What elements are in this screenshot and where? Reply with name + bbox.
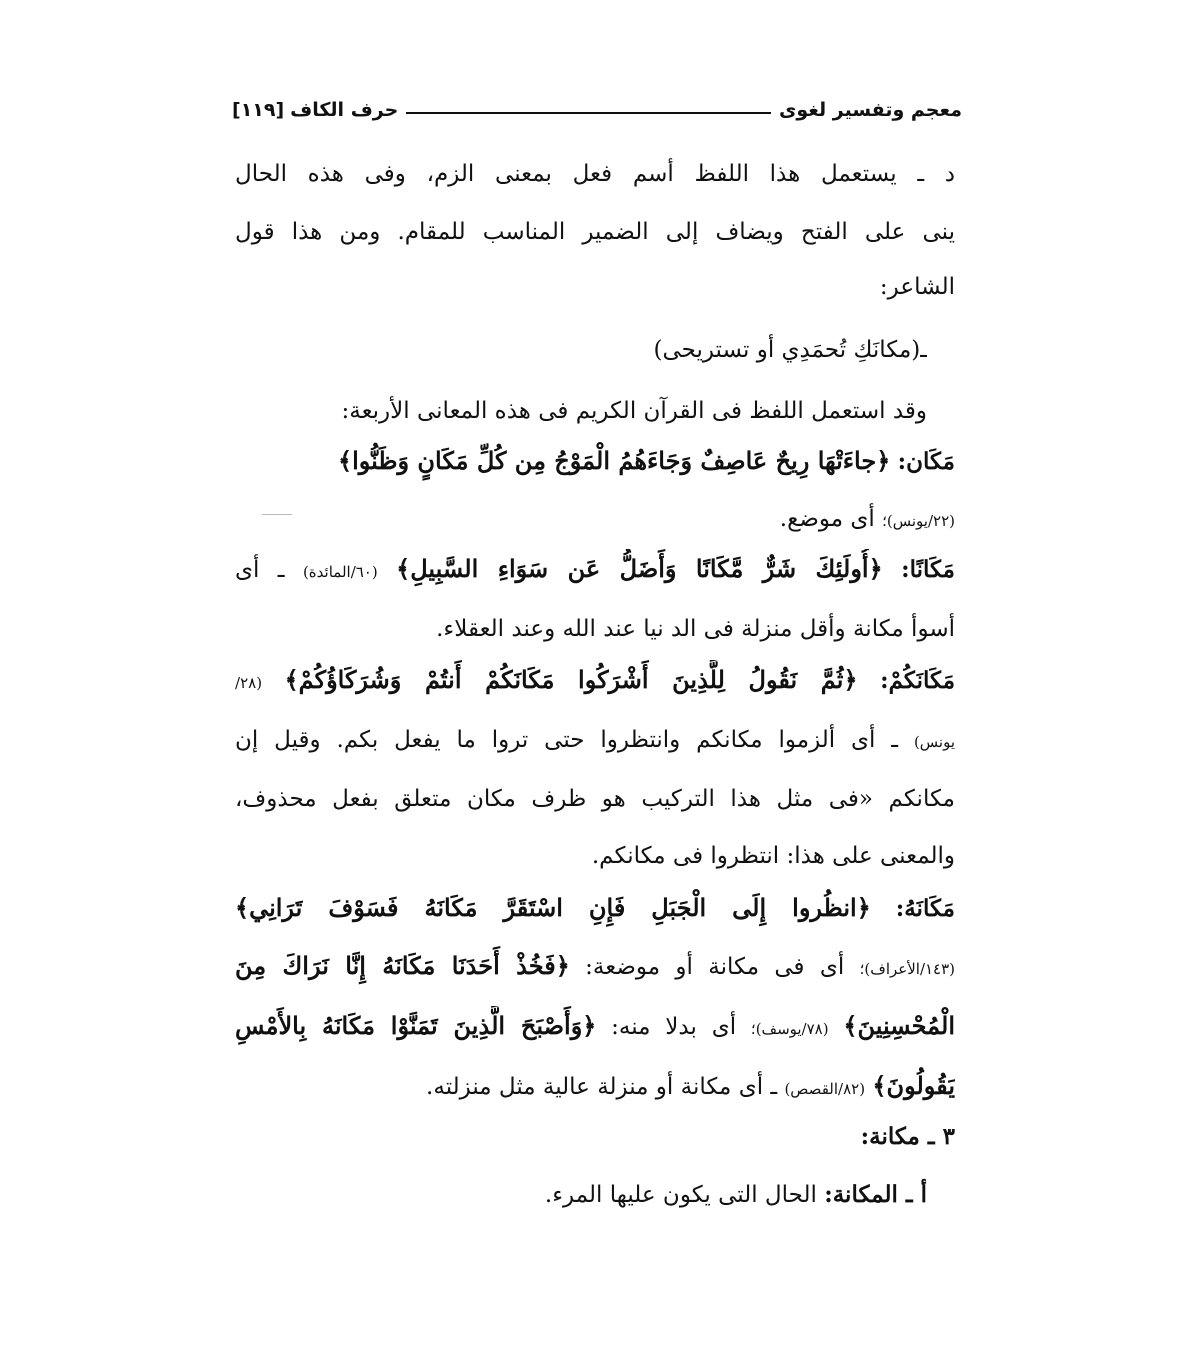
text-line-12: مكانكم «فى مثل هذا التركيب هو ظرف مكان متعلق بفعل محذوف،	[235, 786, 955, 812]
entry-makanahu	[235, 888, 955, 929]
text-line-1: د ـ يستعمل هذا اللفظ أسم فعل بمعنى الزم، وفى هذه الحال	[235, 161, 955, 187]
explanation-text: ـ أى	[235, 557, 285, 583]
verse-reference: (٢٢/يونس)؛	[882, 512, 955, 530]
chapter-title: حرف الكاف	[290, 99, 399, 121]
entry-makanan	[235, 549, 955, 592]
text-line-5: وقد استعمل اللفظ فى القرآن الكريم فى هذه المعانى الأربعة:	[341, 398, 927, 424]
explanation-text: أى فى مكانة أو موضعة:	[585, 954, 845, 980]
text-line-7	[235, 499, 955, 541]
explanation-text: الحال التى يكون عليها المرء.	[544, 1182, 817, 1208]
quran-verse: يَقُولُونَ﴾	[872, 1071, 955, 1100]
quran-verse: ﴿فَخُذْ أَحَدَنَا مَكَانَهُ إِنَّا نَرَاكَ مِنَ	[235, 951, 570, 980]
section-heading: ٣ ـ مكانة:	[860, 1123, 955, 1150]
quran-verse: ﴿جاءَتْهَا رِيحٌ عَاصِفٌ وَجَاءَهُمُ الْمَوْجُ مِن كُلِّ مَكَانٍ وَظَنُّوا﴾	[338, 446, 891, 475]
page-header	[232, 92, 962, 128]
quran-verse: ﴿أُولَئِكَ شَرٌّ مَّكَانًا وَأَضَلُّ عَن سَوَاءِ السَّبِيلِ﴾	[396, 554, 883, 583]
text-line-16	[235, 1006, 955, 1049]
verse-reference: (٢٨/	[235, 674, 263, 692]
explanation-text: ـ أى ألزموا مكانكم وانتظروا حتى تروا ما يفعل بكم. وقيل إن	[235, 727, 899, 753]
poem-line: ـ(مكانَكِ تُحمَدِي أو تستريحى)	[653, 337, 927, 363]
entry-term: مَكَانًا:	[901, 556, 955, 583]
entry-term: مَكَان:	[897, 448, 955, 475]
quran-verse: ﴿انظُروا إِلَى الْجَبَلِ فَإِنِ اسْتَقَرَّ مَكَانَهُ فَسَوْفَ تَرَانِي﴾	[235, 893, 871, 922]
quran-verse: ﴿وَأَصْبَحَ الَّذِينَ تَمَنَّوْا مَكَانَهُ بِالأَمْسِ	[235, 1011, 597, 1040]
header-rule	[406, 112, 771, 114]
page-number: [١١٩]	[232, 99, 285, 121]
entry-term: مَكَانَهُ:	[895, 895, 955, 922]
text-line-13: والمعنى على هذا: انتظروا فى مكانكم.	[591, 843, 955, 869]
text-line-3: الشاعر:	[879, 274, 955, 300]
entry-term: أ ـ المكانة:	[824, 1181, 927, 1208]
entry-makana	[207, 1175, 927, 1215]
quran-verse: الْمُحْسِنِينَ﴾	[843, 1011, 955, 1040]
verse-reference: (٨٢/القصص)	[784, 1080, 866, 1098]
text-line-15	[235, 946, 955, 989]
book-title: معجم وتفسير لغوى	[778, 99, 962, 121]
text-line-2: ينى على الفتح ويضاف إلى الضمير المناسب للمقام. ومن هذا قول	[235, 219, 955, 245]
explanation-text: أى بدلا منه:	[611, 1014, 737, 1040]
stray-mark	[262, 514, 292, 515]
text-line-17	[235, 1066, 955, 1109]
verse-reference: (١٤٣/الأعراف)؛	[859, 960, 955, 978]
verse-reference: (٦٠/المائدة)	[302, 563, 378, 581]
text-line-11	[235, 720, 955, 762]
entry-term: مَكَانَكُمْ:	[880, 667, 955, 694]
verse-reference: يونس)	[913, 733, 955, 751]
entry-makanakum	[235, 660, 955, 703]
quran-verse: ﴿ثُمَّ نَقُولُ لِلَّذِينَ أَشْرَكُوا مَكَانَكُمْ أَنتُمْ وَشُرَكَاؤُكُمْ﴾	[284, 665, 858, 694]
text-line-9: أسوأ مكانة وأقل منزلة فى الد نيا عند الله وعند العقلاء.	[436, 616, 955, 642]
explanation-text: أى موضع.	[779, 506, 875, 532]
explanation-text: ـ أى مكانة أو منزلة عالية مثل منزلته.	[426, 1074, 778, 1100]
entry-makan	[235, 441, 955, 482]
verse-reference: (٧٨/يوسف)؛	[750, 1020, 829, 1038]
